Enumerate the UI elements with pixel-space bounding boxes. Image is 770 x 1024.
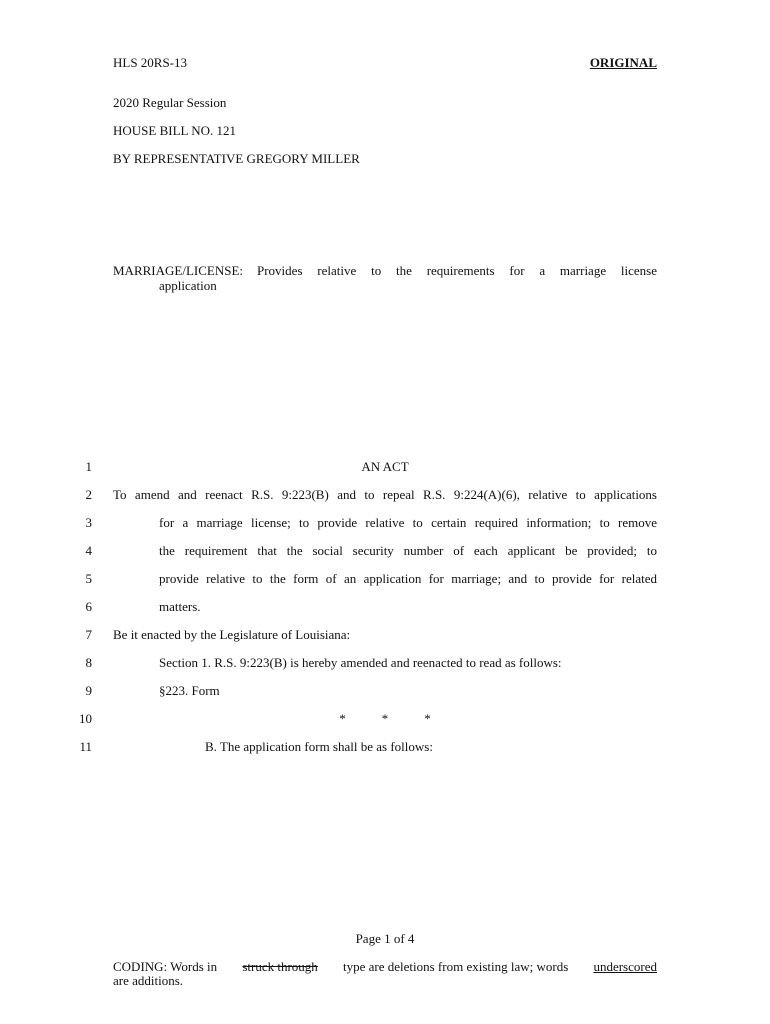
body-line: the requirement that the social security number of each applicant be provided; to [159,543,657,558]
section-heading: §223. Form [159,683,220,698]
body-line: To amend and reenact R.S. 9:223(B) and to repeal R.S. 9:224(A)(6), relative to applications [113,487,657,502]
line-number: 3 [85,515,92,530]
coding-middle: type are deletions from existing law; words [342,959,569,974]
header-bill-code: HLS 20RS-13 [113,55,188,70]
line-number: 7 [85,627,92,642]
session-label: 2020 Regular Session [113,95,227,110]
coding-prefix: CODING: Words in [113,959,218,974]
coding-end: are additions. [113,973,184,988]
body-line: for a marriage license; to provide relative to certain required information; to remove [159,515,657,530]
line-number: 9 [85,683,92,698]
digest-text-line2: application [159,278,217,293]
omission-stars [113,711,657,727]
star: * [424,711,431,726]
page-number: Page 1 of 4 [355,931,415,946]
bill-author: BY REPRESENTATIVE GREGORY MILLER [113,151,360,166]
line-number: 10 [79,711,92,726]
body-line: B. The application form shall be as follows: [205,739,433,754]
body-line: Be it enacted by the Legislature of Louisiana: [113,627,351,642]
star: * [381,711,389,726]
line-number: 1 [85,459,92,474]
act-heading: AN ACT [361,459,409,474]
star: * [339,711,346,726]
line-number: 2 [85,487,92,502]
line-number: 8 [85,655,92,670]
digest-text-line1: Provides relative to the requirements for a marriage license [257,263,657,278]
body-line: provide relative to the form of an application for marriage; and to provide for related [159,571,657,586]
coding-note [113,960,657,988]
line-number: 4 [85,543,92,558]
line-number: 6 [85,599,92,614]
bill-number: HOUSE BILL NO. 121 [113,123,237,138]
coding-underscored-example: underscored [593,959,657,974]
digest [113,263,657,293]
body-line: matters. [159,599,201,614]
line-number: 5 [85,571,92,586]
digest-label: MARRIAGE/LICENSE: [113,263,243,278]
header-version: ORIGINAL [589,55,657,70]
line-number: 11 [79,739,92,754]
body-line: Section 1. R.S. 9:223(B) is hereby amended and reenacted to read as follows: [159,655,562,670]
coding-struck-example: struck through [242,959,318,974]
